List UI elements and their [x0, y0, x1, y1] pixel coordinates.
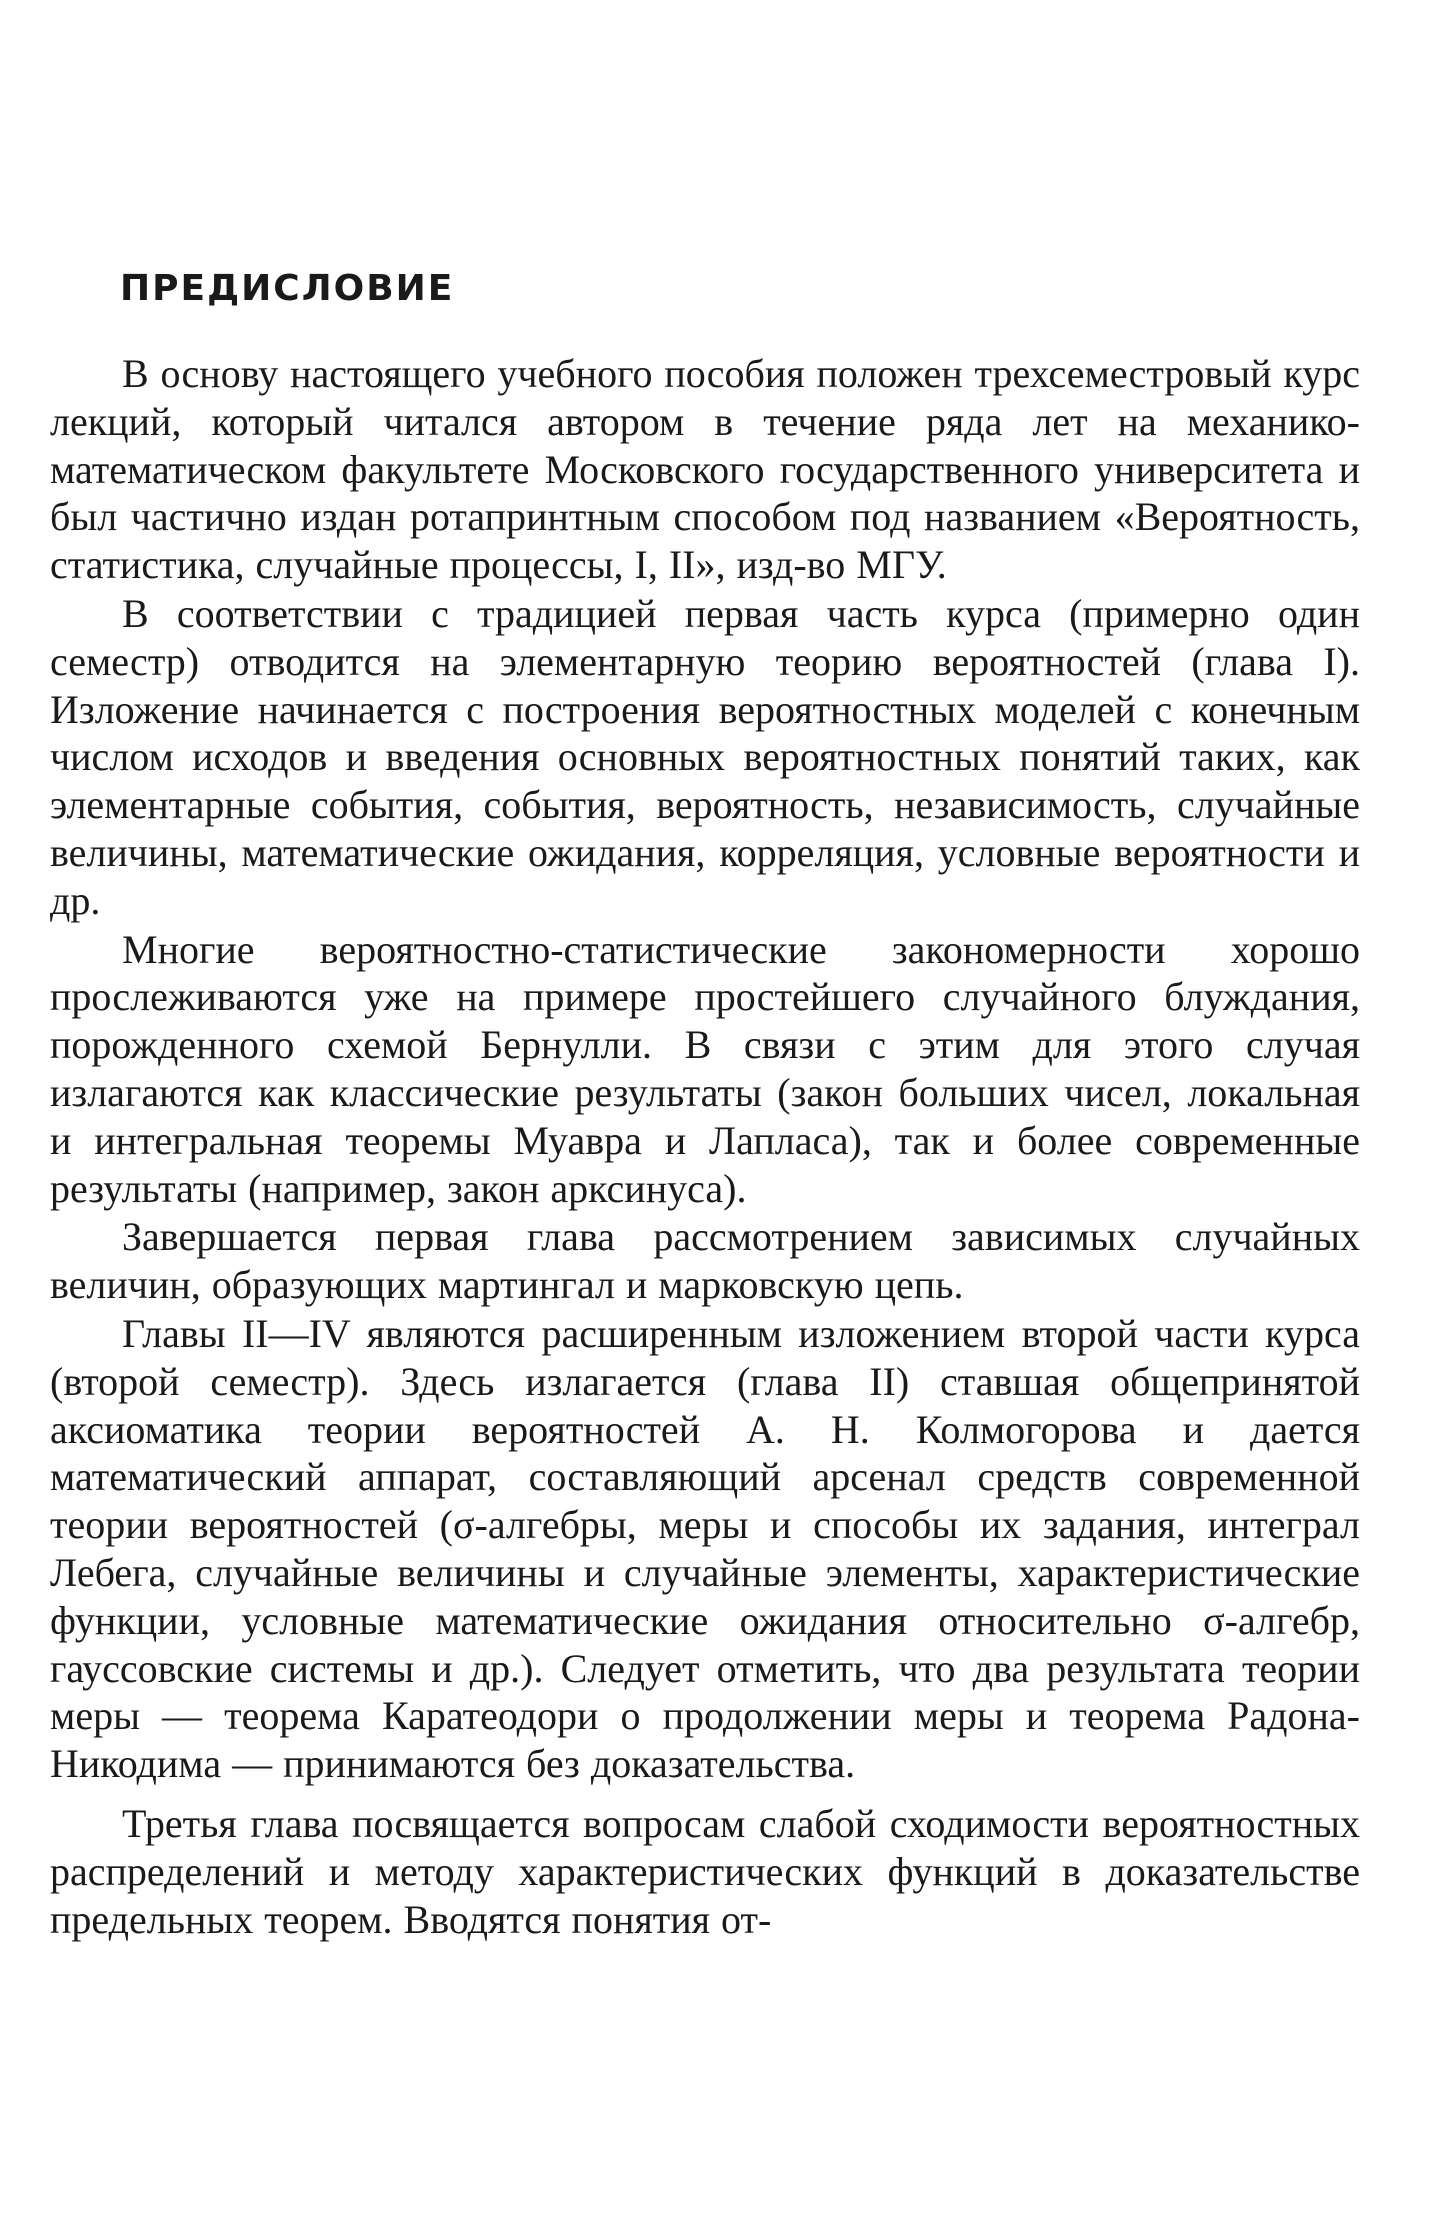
paragraph-2: В соответствии с традицией первая часть курса (примерно один семестр) отводится на элементарную теорию вероятностей (глава I). Изложение начинается с построения вероятностных моделей с конечным числом исходов и введения основных вероятностных понятий таких, как элементарные события, события, вероятность, независимость, случайные величины, математические ожидания, корреляция, условные вероятности и др.: [50, 590, 1360, 923]
body-text: [50, 350, 1360, 1943]
paragraph-3: Многие вероятностно-статистические закономерности хорошо прослеживаются уже на примере простейшего случайного блуждания, порожденного схемой Бернулли. В связи с этим для этого случая излагаются как классические результаты (закон больших чисел, локальная и интегральная теоремы Муавра и Лапласа), так и более современные результаты (например, закон арксинуса).: [50, 926, 1360, 1211]
page-title: ПРЕДИСЛОВИЕ: [120, 268, 455, 309]
paragraph-6: Третья глава посвящается вопросам слабой сходимости вероятностных распределений и методу характеристических функций в доказательстве предельных теорем. Вводятся понятия от-: [50, 1800, 1360, 1942]
paragraph-1: В основу настоящего учебного пособия положен трехсеместровый курс лекций, который читался автором в течение ряда лет на механико-математическом факультете Московского государственного университета и был частично издан ротапринтным способом под названием «Вероятность, статистика, случайные процессы, I, II», изд-во МГУ.: [50, 351, 1360, 588]
paragraph-4: Завершается первая глава рассмотрением зависимых случайных величин, образующих мартингал и марковскую цепь.: [50, 1214, 1360, 1308]
paragraph-5: Главы II—IV являются расширенным изложением второй части курса (второй семестр). Здесь излагается (глава II) ставшая общепринятой аксиоматика теории вероятностей А. Н. Колмогорова и дается математический аппарат, составляющий арсенал средств современной теории вероятностей (σ-алгебры, меры и способы их задания, интеграл Лебега, случайные величины и случайные элементы, характеристические функции, условные математические ожидания относительно σ-алгебр, гауссовские системы и др.). Следует отметить, что два результата теории меры — теорема Каратеодори о продолжении меры и теорема Радона-Никодима — принимаются без доказательства.: [50, 1310, 1360, 1787]
